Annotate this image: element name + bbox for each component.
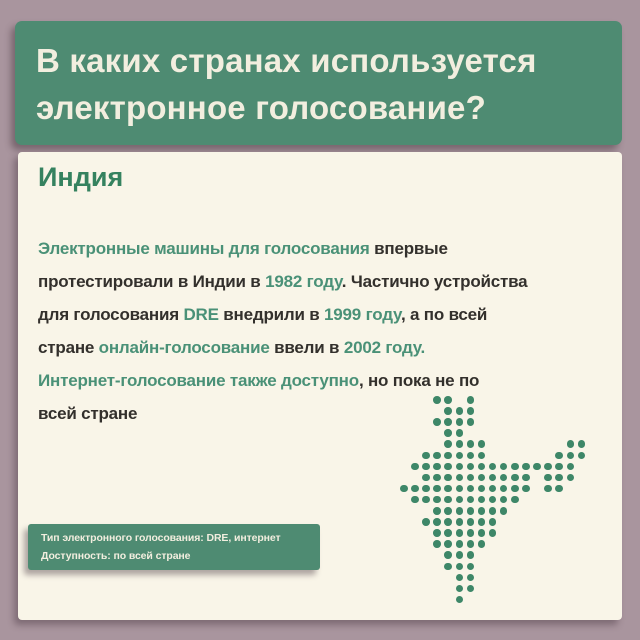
map-dot (478, 463, 486, 471)
map-dot (467, 396, 475, 404)
map-dot (511, 474, 519, 482)
map-dot (433, 518, 441, 526)
map-dot (489, 529, 497, 537)
map-dot (444, 518, 452, 526)
map-dot (478, 474, 486, 482)
map-dot (456, 563, 464, 571)
map-dot (456, 418, 464, 426)
map-dot (467, 452, 475, 460)
header-banner (15, 21, 622, 145)
map-dot (444, 418, 452, 426)
map-dot (489, 463, 497, 471)
map-dot (500, 474, 508, 482)
map-dot (444, 529, 452, 537)
map-dot (422, 518, 430, 526)
india-dot-map (400, 396, 600, 611)
map-dot (467, 518, 475, 526)
map-dot (422, 452, 430, 460)
description-segment: для голосования (38, 305, 184, 324)
map-dot (456, 596, 464, 604)
map-dot (456, 452, 464, 460)
map-dot (500, 496, 508, 504)
page-title-line2: электронное голосование? (36, 89, 486, 126)
description-segment: , но пока не по (358, 371, 480, 390)
map-dot (478, 529, 486, 537)
map-dot (456, 485, 464, 493)
description-segment: DRE (183, 305, 219, 324)
map-dot (411, 496, 419, 504)
voting-info-badge (28, 524, 320, 570)
map-dot (422, 474, 430, 482)
map-dot (467, 585, 475, 593)
map-dot (467, 574, 475, 582)
map-dot (522, 463, 530, 471)
map-dot (489, 485, 497, 493)
availability-label: Доступность: по всей стране (41, 549, 191, 562)
map-dot (467, 485, 475, 493)
description-segment: всей стране (38, 404, 138, 423)
map-dot (456, 474, 464, 482)
map-dot (567, 440, 575, 448)
map-dot (511, 463, 519, 471)
description-line (38, 265, 622, 298)
map-dot (555, 474, 563, 482)
map-dot (478, 485, 486, 493)
map-dot (444, 540, 452, 548)
map-dot (467, 474, 475, 482)
map-dot (444, 429, 452, 437)
map-dot (433, 485, 441, 493)
country-heading: Индия (38, 162, 124, 192)
map-dot (433, 396, 441, 404)
map-dot (433, 463, 441, 471)
map-dot (456, 529, 464, 537)
map-dot (400, 485, 408, 493)
map-dot (467, 418, 475, 426)
description-segment: 2002 году. (343, 338, 426, 357)
description-line (38, 232, 622, 265)
map-dot (433, 452, 441, 460)
map-dot (433, 507, 441, 515)
description-line (38, 364, 622, 397)
map-dot (522, 474, 530, 482)
map-dot (444, 440, 452, 448)
map-dot (433, 474, 441, 482)
description-segment: внедрили в (218, 305, 325, 324)
map-dot (456, 463, 464, 471)
map-dot (478, 507, 486, 515)
map-dot (489, 507, 497, 515)
map-dot (555, 452, 563, 460)
map-dot (478, 518, 486, 526)
map-dot (511, 485, 519, 493)
map-dot (567, 474, 575, 482)
map-dot (567, 463, 575, 471)
description-segment: Интернет-голосование также доступно (38, 371, 359, 390)
map-dot (578, 452, 586, 460)
map-dot (522, 485, 530, 493)
map-dot (444, 407, 452, 415)
map-dot (444, 496, 452, 504)
map-dot (544, 463, 552, 471)
map-dot (433, 496, 441, 504)
map-dot (467, 440, 475, 448)
map-dot (544, 485, 552, 493)
map-dot (456, 440, 464, 448)
description-segment: ввели в (269, 338, 344, 357)
map-dot (478, 440, 486, 448)
map-dot (500, 485, 508, 493)
map-dot (411, 463, 419, 471)
map-dot (489, 474, 497, 482)
map-dot (456, 407, 464, 415)
map-dot (478, 540, 486, 548)
map-dot (478, 496, 486, 504)
description-segment: , а по всей (400, 305, 488, 324)
map-dot (422, 463, 430, 471)
map-dot (456, 551, 464, 559)
description-line (38, 298, 622, 331)
map-dot (456, 585, 464, 593)
description-segment: 1999 году (324, 305, 401, 324)
map-dot (533, 463, 541, 471)
map-dot (411, 485, 419, 493)
map-dot (467, 496, 475, 504)
map-dot (544, 474, 552, 482)
map-dot (500, 463, 508, 471)
map-dot (433, 540, 441, 548)
map-dot (444, 563, 452, 571)
page-title-line1: В каких странах используется (36, 42, 537, 79)
map-dot (444, 452, 452, 460)
map-dot (467, 540, 475, 548)
map-dot (578, 440, 586, 448)
map-dot (444, 463, 452, 471)
voting-type-label: Тип электронного голосования: DRE, интернет (41, 532, 281, 544)
map-dot (467, 507, 475, 515)
map-dot (555, 485, 563, 493)
map-dot (456, 496, 464, 504)
map-dot (456, 507, 464, 515)
map-dot (555, 463, 563, 471)
map-dot (500, 507, 508, 515)
map-dot (444, 507, 452, 515)
map-dot (422, 485, 430, 493)
map-dot (433, 529, 441, 537)
map-dot (444, 551, 452, 559)
description-segment: Электронные машины для голосования (38, 239, 370, 258)
description-segment: онлайн-голосование (98, 338, 270, 357)
map-dot (433, 418, 441, 426)
map-dot (456, 574, 464, 582)
map-dot (467, 563, 475, 571)
description-segment: стране (38, 338, 99, 357)
map-dot (511, 496, 519, 504)
map-dot (444, 485, 452, 493)
map-dot (444, 474, 452, 482)
description-segment: 1982 году (265, 272, 342, 291)
map-dot (422, 496, 430, 504)
description-segment: . Частично устройства (341, 272, 528, 291)
description-line (38, 331, 622, 364)
description-segment: протестировали в Индии в (38, 272, 266, 291)
map-dot (467, 551, 475, 559)
map-dot (489, 496, 497, 504)
map-dot (467, 529, 475, 537)
map-dot (467, 407, 475, 415)
map-dot (456, 518, 464, 526)
map-dot (567, 452, 575, 460)
description-segment: впервые (369, 239, 448, 258)
map-dot (456, 429, 464, 437)
map-dot (444, 396, 452, 404)
map-dot (467, 463, 475, 471)
map-dot (489, 518, 497, 526)
map-dot (478, 452, 486, 460)
map-dot (456, 540, 464, 548)
